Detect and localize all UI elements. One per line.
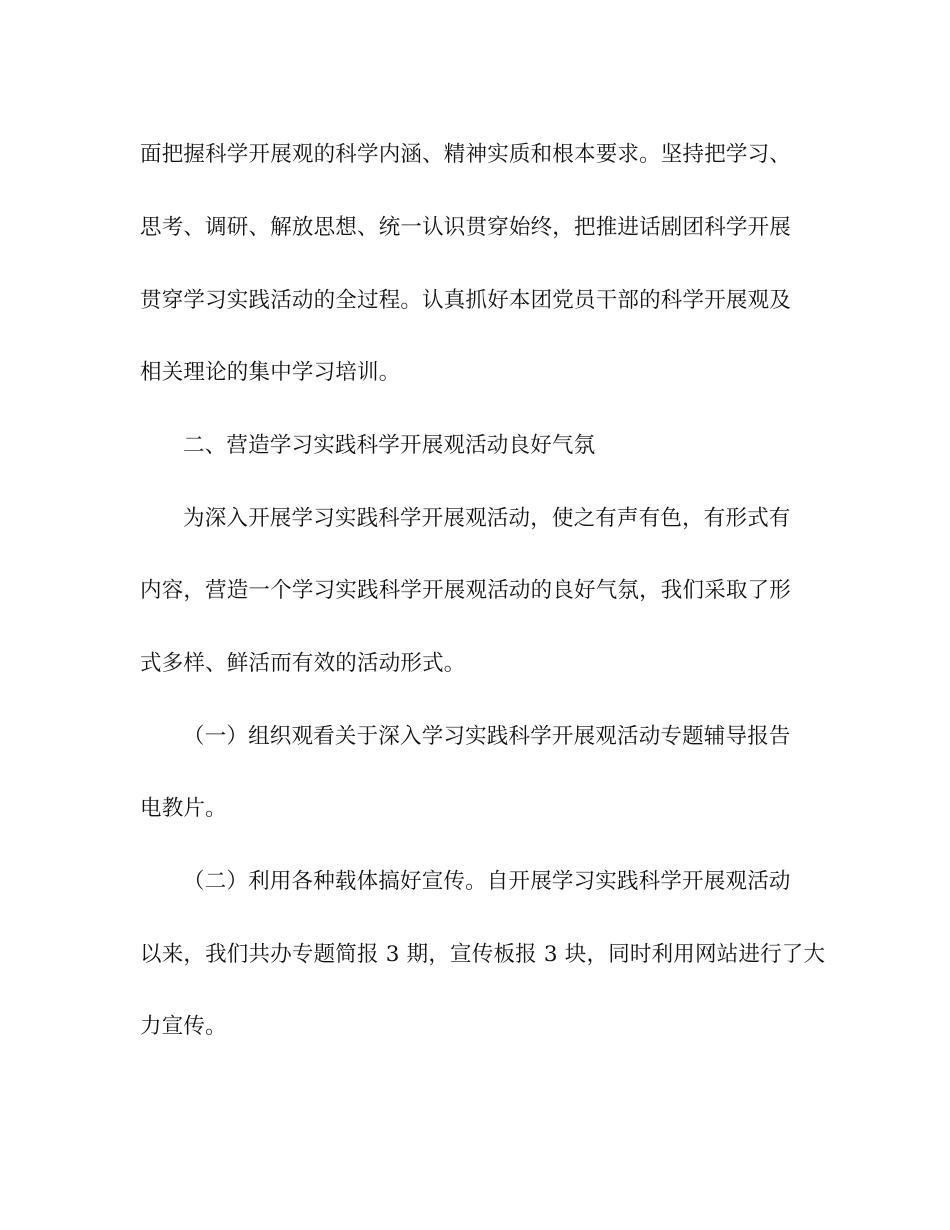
paragraph-line: 思考、调研、解放思想、统一认识贯穿始终，把推进话剧团科学开展 bbox=[140, 215, 792, 240]
paragraph-line: 内容，营造一个学习实践科学开展观活动的良好气氛，我们采取了形 bbox=[140, 578, 792, 603]
list-item-line: （二）利用各种载体搞好宣传。自开展学习实践科学开展观活动 bbox=[183, 869, 791, 894]
list-item-line: （一）组织观看关于深入学习实践科学开展观活动专题辅导报告 bbox=[183, 724, 791, 749]
list-item-line: 力宣传。 bbox=[140, 1014, 227, 1039]
paragraph-line: 面把握科学开展观的科学内涵、精神实质和根本要求。坚持把学习、 bbox=[140, 142, 792, 167]
list-item-line: 以来，我们共办专题简报 3 期，宣传板报 3 块，同时利用网站进行了大 bbox=[140, 942, 826, 967]
section-heading: 二、营造学习实践科学开展观活动良好气氛 bbox=[183, 433, 596, 458]
list-item-line: 电教片。 bbox=[140, 796, 227, 821]
paragraph-line: 相关理论的集中学习培训。 bbox=[140, 360, 401, 385]
paragraph-line: 贯穿学习实践活动的全过程。认真抓好本团党员干部的科学开展观及 bbox=[140, 288, 792, 313]
paragraph-line: 式多样、鲜活而有效的活动形式。 bbox=[140, 651, 466, 676]
paragraph-line: 为深入开展学习实践科学开展观活动，使之有声有色，有形式有 bbox=[183, 506, 791, 531]
